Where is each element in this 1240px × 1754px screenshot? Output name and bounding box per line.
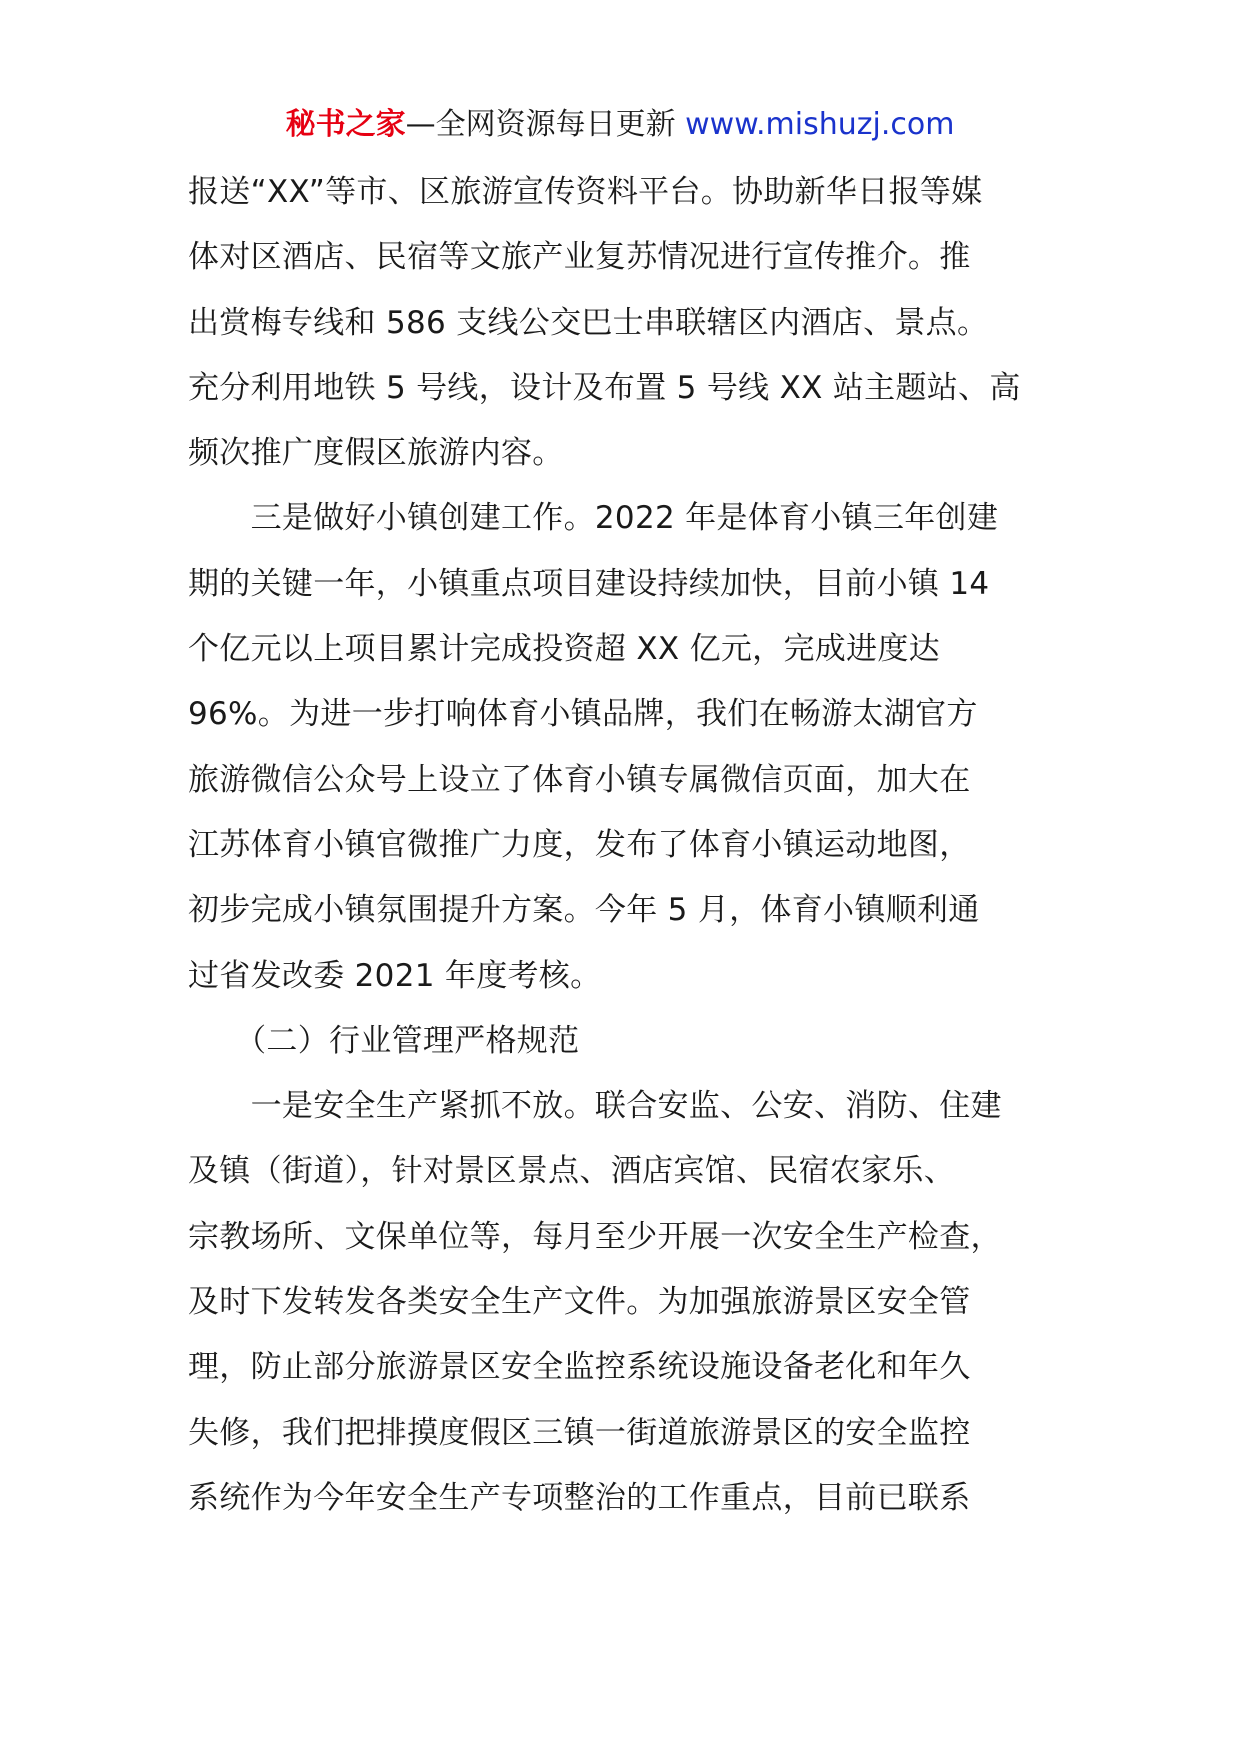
page-header (0, 100, 1240, 150)
text-line: 报送“XX”等市、区旅游宣传资料平台。协助新华日报等媒 (188, 174, 983, 210)
text-line: 初步完成小镇氛围提升方案。今年 5 月，体育小镇顺利通 (188, 892, 980, 929)
text-line: 江苏体育小镇官微推广力度，发布了体育小镇运动地图， (188, 826, 971, 863)
text-line: 频次推广度假区旅游内容。 (188, 435, 564, 472)
text-line: 96%。为进一步打响体育小镇品牌，我们在畅游太湖官方 (188, 696, 978, 733)
text-line: 三是做好小镇创建工作。2022 年是体育小镇三年创建 (188, 500, 999, 537)
section-heading: （二）行业管理严格规范 (188, 1022, 580, 1059)
text-line: 及时下发转发各类安全生产文件。为加强旅游景区安全管 (188, 1284, 971, 1321)
text-line: 过省发改委 2021 年度考核。 (188, 957, 602, 994)
text-line: 理，防止部分旅游景区安全监控系统设施设备老化和年久 (188, 1349, 971, 1386)
text-line: 宗教场所、文保单位等，每月至少开展一次安全生产检查， (188, 1218, 1002, 1255)
text-line: 出赏梅专线和 586 支线公交巴士串联辖区内酒店、景点。 (188, 304, 989, 341)
text-line: 系统作为今年安全生产专项整治的工作重点，目前已联系 (188, 1479, 971, 1516)
text-line: 期的关键一年，小镇重点项目建设持续加快，目前小镇 14 (188, 565, 990, 602)
text-line: 旅游微信公众号上设立了体育小镇专属微信页面，加大在 (188, 761, 971, 798)
text-line: 个亿元以上项目累计完成投资超 XX 亿元，完成进度达 (188, 631, 940, 668)
header-url-link[interactable]: www.mishuzj.com (685, 107, 955, 142)
brand-name: 秘书之家 (285, 107, 406, 142)
text-line: 一是安全生产紧抓不放。联合安监、公安、消防、住建 (188, 1088, 1002, 1125)
text-line: 失修，我们把排摸度假区三镇一街道旅游景区的安全监控 (188, 1414, 971, 1451)
text-line: 充分利用地铁 5 号线，设计及布置 5 号线 XX 站主题站、高 (188, 369, 1021, 406)
text-line: 及镇（街道），针对景区景点、酒店宾馆、民宿农家乐、 (188, 1153, 955, 1190)
document-body (188, 160, 1068, 1531)
text-line: 体对区酒店、民宿等文旅产业复苏情况进行宣传推介。推 (188, 239, 971, 276)
header-tagline: —全网资源每日更新 (405, 107, 686, 142)
